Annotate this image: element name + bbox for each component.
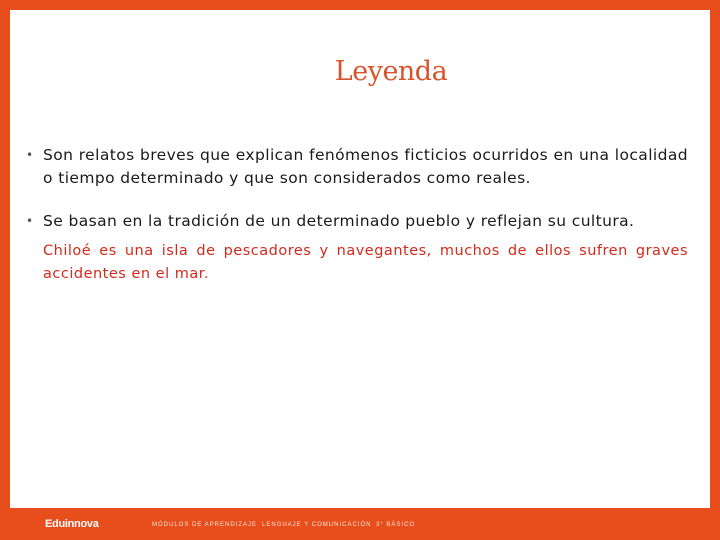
bullet-item	[26, 210, 688, 233]
bullet-list	[26, 144, 688, 286]
footer-label-grade: 3° BÁSICO	[376, 522, 416, 528]
footer-bar	[0, 508, 720, 540]
bullet-dot-icon: •	[26, 214, 34, 228]
bullet-text: Son relatos breves que explican fenómenos ficticios ocurridos en una localidad o tiempo determinado y que son considerados como reales.	[43, 146, 688, 187]
footer-label-modules: MÓDULOS DE APRENDIZAJE	[152, 522, 258, 528]
bullet-dot-icon: •	[26, 148, 34, 162]
slide-title: Leyenda	[334, 56, 448, 87]
eduinnova-logo: Eduinnova	[45, 518, 99, 530]
slide	[10, 10, 710, 508]
bullet-item	[26, 144, 688, 190]
footer-label-subject: LENGUAJE Y COMUNICACIÓN	[262, 522, 372, 528]
bullet-text: Se basan en la tradición de un determinado pueblo y reflejan su cultura.	[43, 212, 635, 230]
example-text: Chiloé es una isla de pescadores y navegantes, muchos de ellos sufren graves accidentes en el mar.	[43, 243, 688, 282]
